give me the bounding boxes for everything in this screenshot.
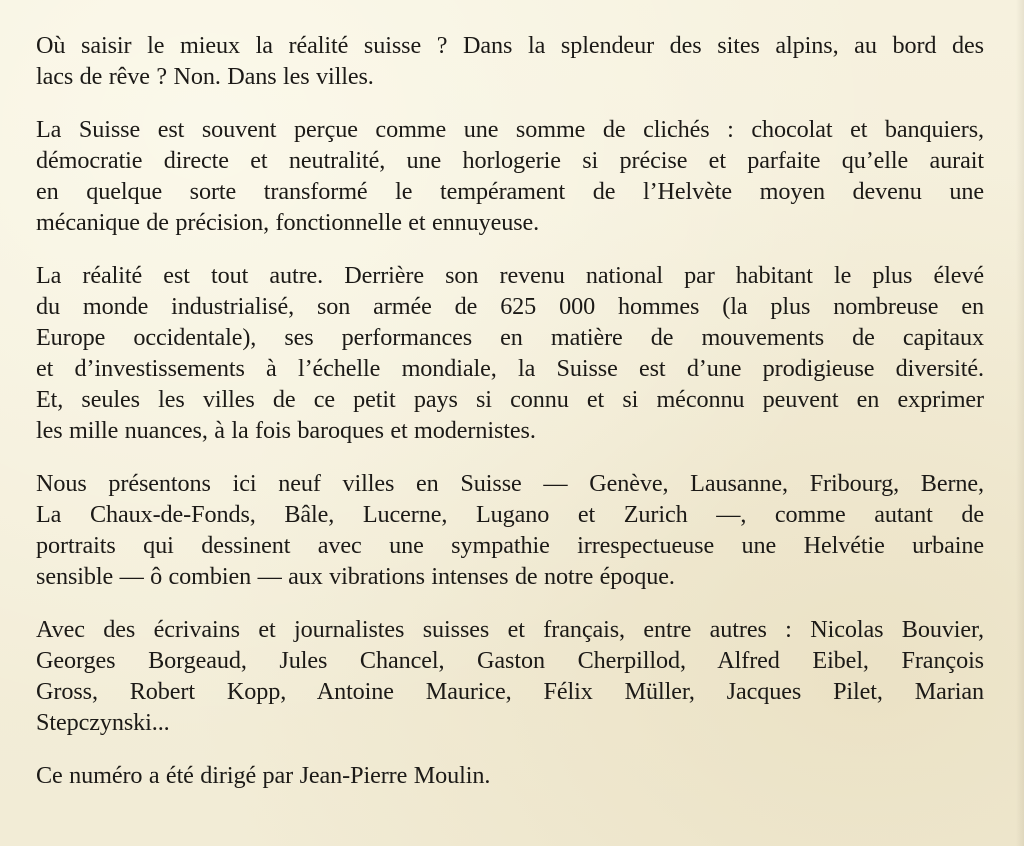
text-line: les mille nuances, à la fois baroques et modernistes. (36, 417, 536, 444)
text-line: Et, seules les villes de ce petit pays si connu et si méconnu peuvent en exprimer (36, 386, 984, 413)
paragraph-cities (36, 468, 984, 592)
paragraph-authors (36, 614, 984, 738)
text-line: Europe occidentale), ses performances en matière de mouvements de capitaux (36, 324, 984, 351)
text-line: portraits qui dessinent avec une sympathie irrespectueuse une Helvétie urbaine (36, 532, 984, 559)
text-line: Ce numéro a été dirigé par Jean-Pierre Moulin. (36, 762, 491, 789)
text-line: mécanique de précision, fonctionnelle et ennuyeuse. (36, 209, 540, 236)
text-line: Où saisir le mieux la réalité suisse ? Dans la splendeur des sites alpins, au bord des (36, 32, 984, 59)
text-line: Avec des écrivains et journalistes suisses et français, entre autres : Nicolas Bouvier, (36, 616, 984, 643)
paragraph-cliches (36, 114, 984, 238)
page-edge-shadow (1016, 0, 1024, 846)
text-line: et d’investissements à l’échelle mondiale, la Suisse est d’une prodigieuse diversité. (36, 355, 984, 382)
text-line: en quelque sorte transformé le tempérament de l’Helvète moyen devenu une (36, 178, 984, 205)
text-line: Nous présentons ici neuf villes en Suisse — Genève, Lausanne, Fribourg, Berne, (36, 470, 984, 497)
text-line: Gross, Robert Kopp, Antoine Maurice, Félix Müller, Jacques Pilet, Marian (36, 678, 984, 705)
paragraph-intro (36, 30, 984, 92)
paragraph-reality (36, 260, 984, 446)
text-line: du monde industrialisé, son armée de 625 000 hommes (la plus nombreuse en (36, 293, 984, 320)
text-line: La réalité est tout autre. Derrière son revenu national par habitant le plus élevé (36, 262, 984, 289)
text-line: Stepczynski... (36, 709, 170, 736)
text-line: La Chaux-de-Fonds, Bâle, Lucerne, Lugano et Zurich —, comme autant de (36, 501, 984, 528)
text-line: démocratie directe et neutralité, une horlogerie si précise et parfaite qu’elle aurait (36, 147, 984, 174)
text-line: Georges Borgeaud, Jules Chancel, Gaston Cherpillod, Alfred Eibel, François (36, 647, 984, 674)
paragraph-editor (36, 760, 984, 791)
text-line: lacs de rêve ? Non. Dans les villes. (36, 63, 374, 90)
text-line: sensible — ô combien — aux vibrations intenses de notre époque. (36, 563, 675, 590)
text-line: La Suisse est souvent perçue comme une somme de clichés : chocolat et banquiers, (36, 116, 984, 143)
